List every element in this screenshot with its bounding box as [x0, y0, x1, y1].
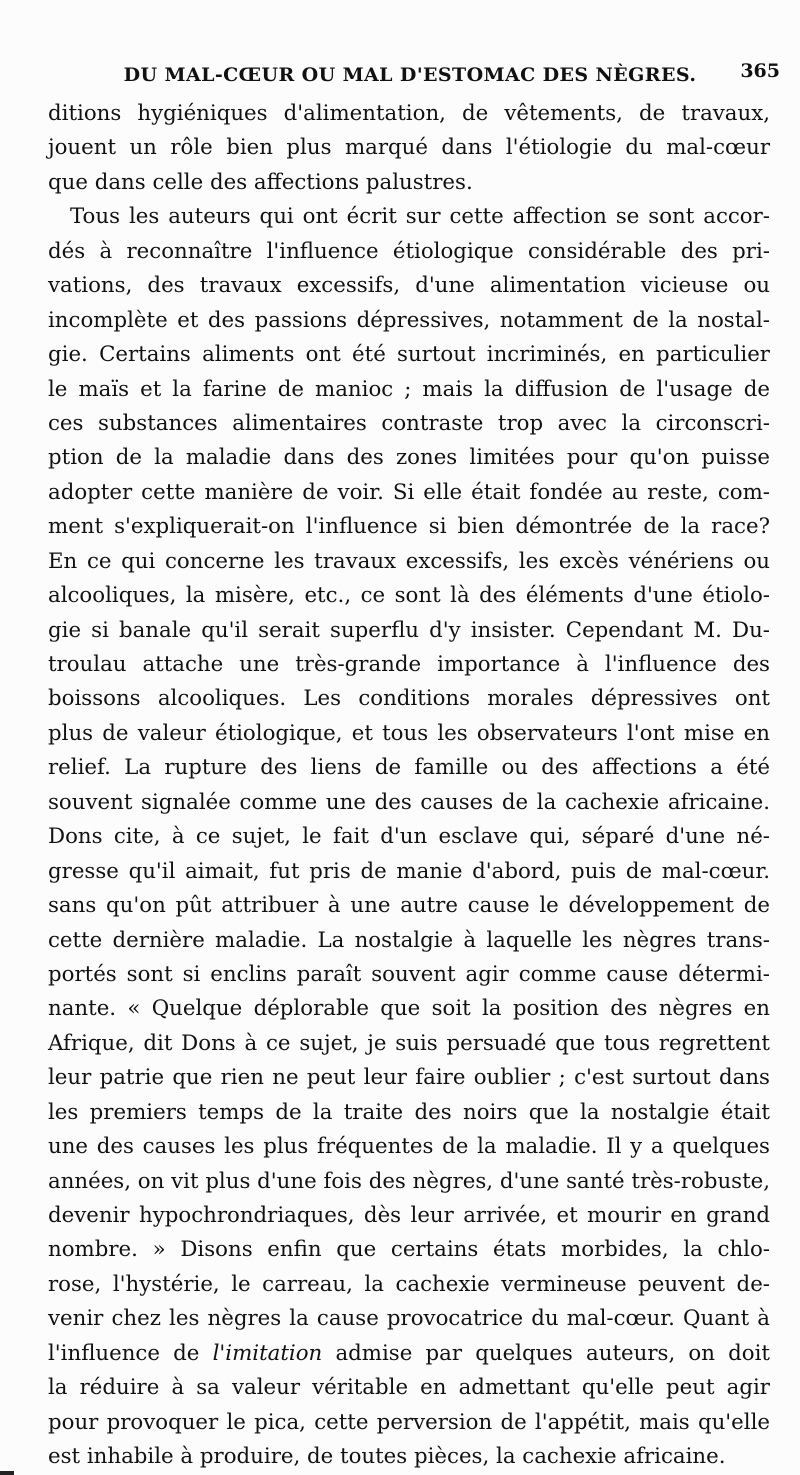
text-line: sans qu'on pût attribuer à une autre cause le développement de: [48, 893, 770, 919]
text-line: cette dernière maladie. La nostalgie à laquelle les nègres trans-: [48, 927, 770, 953]
text-line: En ce qui concerne les travaux excessifs, les excès vénériens ou: [48, 548, 770, 574]
text-line: leur patrie que rien ne peut leur faire oublier ; c'est surtout dans: [48, 1065, 770, 1091]
running-title: DU MAL-CŒUR OU MAL D'ESTOMAC DES NÈGRES.: [123, 64, 697, 86]
scan-edge-mark: [0, 1471, 14, 1475]
text-line: ces substances alimentaires contraste trop avec la circonscri-: [48, 410, 770, 436]
text-line: boissons alcooliques. Les conditions morales dépressives ont: [48, 686, 770, 712]
text-line-with-italic: [48, 1337, 770, 1371]
text-line: les premiers temps de la traite des noirs que la nostalgie était: [48, 1099, 770, 1125]
text-line: adopter cette manière de voir. Si elle était fondée au reste, com-: [48, 479, 770, 505]
text-line: troulau attache une très-grande importance à l'influence des: [48, 652, 770, 677]
italic-term: l'imitation: [212, 1340, 323, 1366]
text-line: nante. « Quelque déplorable que soit la position des nègres en: [48, 996, 770, 1022]
text-line: Afrique, dit Dons à ce sujet, je suis persuadé que tous regrettent: [48, 1030, 770, 1056]
text-line: pour provoquer le pica, cette perversion de l'appétit, mais qu'elle: [48, 1409, 770, 1435]
text-line: portés sont si enclins paraît souvent agir comme cause détermi-: [48, 961, 770, 987]
text-line: alcooliques, la misère, etc., ce sont là des éléments d'une étiolo-: [48, 583, 770, 609]
text-line: gresse qu'il aimait, fut pris de manie d'abord, puis de mal-cœur.: [48, 858, 770, 884]
text-line: ditions hygiéniques d'alimentation, de vêtements, de travaux,: [48, 101, 770, 126]
text-line: incomplète et des passions dépressives, notamment de la nostal-: [48, 307, 770, 333]
page-number: 365: [740, 60, 780, 82]
text-line: une des causes les plus fréquentes de la maladie. Il y a quelques: [48, 1134, 770, 1160]
text-line: jouent un rôle bien plus marqué dans l'étiologie du mal-cœur: [48, 135, 770, 161]
text-line: gie si banale qu'il serait superflu d'y insister. Cependant M. Du-: [48, 617, 770, 643]
text-line: le maïs et la farine de manioc ; mais la diffusion de l'usage de: [48, 376, 770, 402]
text-line: Tous les auteurs qui ont écrit sur cette affection se sont accor-: [70, 204, 770, 230]
line-text-before: l'influence de: [48, 1340, 213, 1366]
text-line: la réduire à sa valeur véritable en admettant qu'elle peut agir: [48, 1375, 770, 1401]
text-line: Dons cite, à ce sujet, le fait d'un esclave qui, séparé d'une né-: [48, 824, 770, 850]
text-line: nombre. » Disons enfin que certains états morbides, la chlo-: [48, 1237, 770, 1263]
text-line: dés à reconnaître l'influence étiologique considérable des pri-: [48, 238, 770, 264]
text-line: que dans celle des affections palustres.: [48, 169, 473, 195]
text-line: devenir hypochrondriaques, dès leur arrivée, et mourir en grand: [48, 1203, 770, 1228]
text-line: vations, des travaux excessifs, d'une alimentation vicieuse ou: [48, 273, 770, 299]
text-line: ption de la maladie dans des zones limitées pour qu'on puisse: [48, 445, 770, 471]
text-line: années, on vit plus d'une fois des nègres, d'une santé très-robuste,: [48, 1168, 770, 1194]
text-line: ment s'expliquerait-on l'influence si bien démontrée de la race?: [48, 514, 770, 540]
running-head: [50, 60, 780, 100]
text-line: relief. La rupture des liens de famille ou des affections a été: [48, 755, 770, 781]
text-line: venir chez les nègres la cause provocatrice du mal-cœur. Quant à: [48, 1306, 770, 1332]
body-text: [48, 97, 770, 1475]
text-line: gie. Certains aliments ont été surtout incriminés, en particulier: [48, 342, 770, 368]
text-line: souvent signalée comme une des causes de la cachexie africaine.: [48, 789, 770, 815]
line-text-after: admise par quelques auteurs, on doit: [322, 1340, 770, 1366]
text-line: est inhabile à produire, de toutes pièces, la cachexie africaine.: [48, 1444, 726, 1470]
text-line: plus de valeur étiologique, et tous les observateurs l'ont mise en: [48, 720, 770, 746]
text-line: rose, l'hystérie, le carreau, la cachexie vermineuse peuvent de-: [48, 1271, 770, 1297]
